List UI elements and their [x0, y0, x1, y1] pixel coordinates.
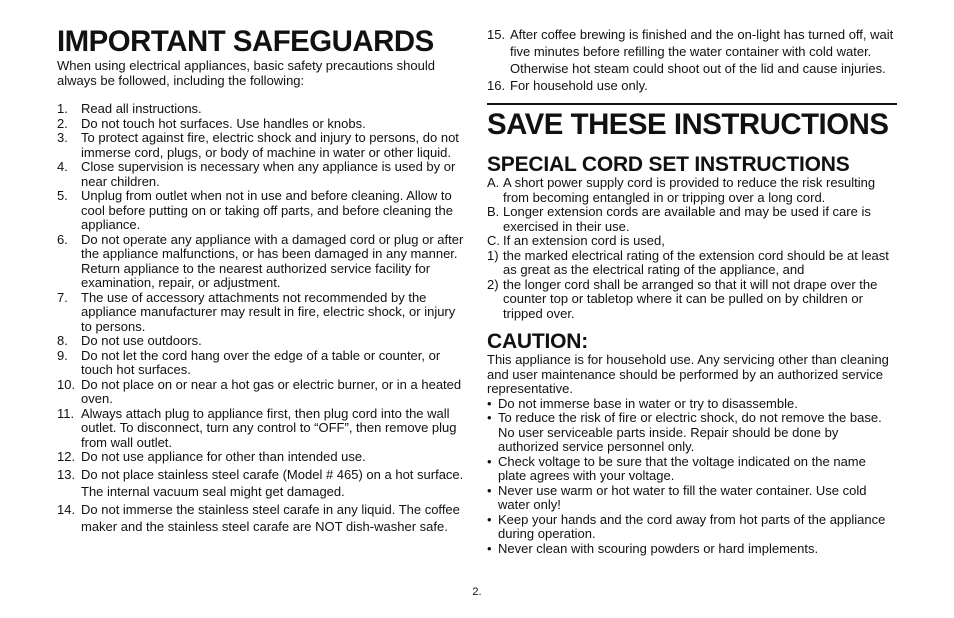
item-number: 3. [57, 130, 68, 145]
item-number: 9. [57, 347, 68, 363]
item-number: 8. [57, 333, 68, 348]
item-number: 14. [57, 501, 76, 517]
item-marker: 1) [487, 247, 499, 263]
caution-item [487, 397, 897, 412]
safeguard-item [57, 131, 465, 160]
safeguards-list-continued [487, 26, 897, 94]
section-divider [487, 103, 897, 105]
caution-intro: This appliance is for household use. Any servicing other than cleaning and user maintenance should be performed by an authorized service representative. [487, 352, 889, 396]
item-text: A short power supply cord is provided to reduce the risk resulting from becoming entangled in or tripping over a long cord. [503, 175, 876, 205]
item-text: Do not immerse base in water or try to disassemble. [498, 395, 798, 411]
left-column [57, 0, 465, 535]
safeguard-item [57, 349, 465, 378]
item-number: 11. [57, 405, 75, 421]
item-number: 16. [487, 78, 506, 93]
safeguard-item [57, 378, 465, 407]
safeguard-item [57, 291, 465, 335]
caution-item [487, 484, 897, 513]
item-number: 10. [57, 376, 76, 392]
item-number: 4. [57, 159, 68, 174]
important-safeguards-title: IMPORTANT SAFEGUARDS [57, 25, 434, 58]
safeguard-item [57, 466, 465, 500]
item-marker: C. [487, 233, 500, 248]
item-number: 2. [57, 115, 68, 131]
item-text: The use of accessory attachments not recommended by the appliance manufacturer may result in fire, electric shock, or injury to persons. [81, 289, 456, 334]
caution-item [487, 455, 897, 484]
item-marker: 2) [487, 276, 499, 292]
item-text: After coffee brewing is finished and the on-light has turned off, wait five minutes before refilling the water container with cold water. Otherwise hot steam could shoot out of the lid and cause injuries. [510, 27, 894, 76]
item-text: Never clean with scouring powders or hard implements. [498, 540, 819, 556]
item-text: Always attach plug to appliance first, then plug cord into the wall outlet. To disconnect, turn any control to “OFF”, then remove plug from wall outlet. [81, 405, 457, 450]
item-text: Do not use outdoors. [81, 333, 202, 348]
item-number: 13. [57, 466, 76, 482]
safeguard-item [487, 26, 897, 77]
item-text: Do not touch hot surfaces. Use handles or knobs. [81, 115, 366, 131]
item-text: To protect against fire, electric shock and injury to persons, do not immerse cord, plugs, or body of machine in water or other liquid. [81, 130, 459, 160]
item-number: 1. [57, 101, 68, 116]
safeguard-item [57, 160, 465, 189]
item-text: To reduce the risk of fire or electric shock, do not remove the base. No user serviceable parts inside. Repair should be done by authorized service personnel only. [498, 410, 882, 454]
item-text: Unplug from outlet when not in use and before cleaning. Allow to cool before putting on or taking off parts, and before cleaning the appliance. [81, 188, 453, 232]
caution-item [487, 411, 897, 455]
item-text: Do not place on or near a hot gas or electric burner, or in a heated oven. [81, 376, 462, 406]
cord-item [487, 278, 897, 322]
cord-set-list [487, 176, 897, 321]
bullet-icon: • [487, 453, 492, 469]
item-text: Do not immerse the stainless steel carafe in any liquid. The coffee maker and the stainless steel carafe are NOT dish-washer safe. [81, 501, 460, 534]
cord-item [487, 234, 897, 249]
cord-item [487, 176, 897, 205]
item-text: Do not let the cord hang over the edge of a table or counter, or touch hot surfaces. [81, 347, 441, 377]
bullet-icon: • [487, 482, 492, 498]
item-text: Longer extension cords are available and may be used if care is exercised in their use. [503, 204, 871, 234]
save-instructions-title: SAVE THESE INSTRUCTIONS [487, 108, 889, 141]
safeguard-item [57, 501, 465, 535]
bullet-icon: • [487, 511, 492, 527]
item-text: Do not operate any appliance with a damaged cord or plug or after the appliance malfunctions, or has been damaged in any manner. Return appliance to the nearest authorized service facility for examination, repair, or adjustment. [81, 231, 464, 290]
safeguard-item [57, 450, 465, 465]
caution-list [487, 397, 897, 557]
bullet-icon: • [487, 540, 492, 556]
right-column [487, 0, 897, 556]
safeguard-item [487, 77, 897, 94]
item-text: Close supervision is necessary when any appliance is used by or near children. [81, 159, 456, 189]
item-number: 5. [57, 188, 68, 203]
cord-set-title: SPECIAL CORD SET INSTRUCTIONS [487, 153, 850, 176]
item-text: Do not place stainless steel carafe (Model # 465) on a hot surface. The internal vacuum seal might get damaged. [81, 466, 464, 499]
item-text: Keep your hands and the cord away from hot parts of the appliance during operation. [498, 511, 886, 541]
item-text: the longer cord shall be arranged so that it will not drape over the counter top or tabletop where it can be pulled on by children or tripped over. [503, 276, 878, 321]
caution-item [487, 513, 897, 542]
safeguard-item [57, 334, 465, 349]
item-text: Read all instructions. [81, 101, 202, 116]
item-text: Never use warm or hot water to fill the water container. Use cold water only! [498, 482, 867, 512]
cord-item [487, 249, 897, 278]
safeguards-list [57, 102, 465, 535]
safeguard-item [57, 233, 465, 291]
item-number: 15. [487, 27, 506, 42]
item-marker: A. [487, 175, 500, 190]
item-text: If an extension cord is used, [503, 233, 665, 248]
caution-item [487, 542, 897, 557]
item-number: 7. [57, 289, 68, 305]
safeguard-item [57, 189, 465, 233]
item-number: 6. [57, 231, 68, 247]
item-text: Check voltage to be sure that the voltage indicated on the name plate agrees with your voltage. [498, 453, 866, 483]
item-number: 12. [57, 449, 76, 464]
safeguard-item [57, 102, 465, 117]
safeguards-intro: When using electrical appliances, basic safety precautions should always be followed, including the following: [57, 58, 435, 88]
safeguard-item [57, 117, 465, 132]
bullet-icon: • [487, 395, 492, 411]
item-marker: B. [487, 204, 500, 219]
item-text: For household use only. [510, 78, 648, 93]
cord-item [487, 205, 897, 234]
safeguard-item [57, 407, 465, 451]
item-text: Do not use appliance for other than intended use. [81, 449, 366, 464]
caution-title: CAUTION: [487, 330, 589, 353]
page-number: 2. [472, 586, 482, 598]
bullet-icon: • [487, 410, 492, 425]
item-text: the marked electrical rating of the extension cord should be at least as great as the electrical rating of the appliance, and [503, 247, 889, 277]
